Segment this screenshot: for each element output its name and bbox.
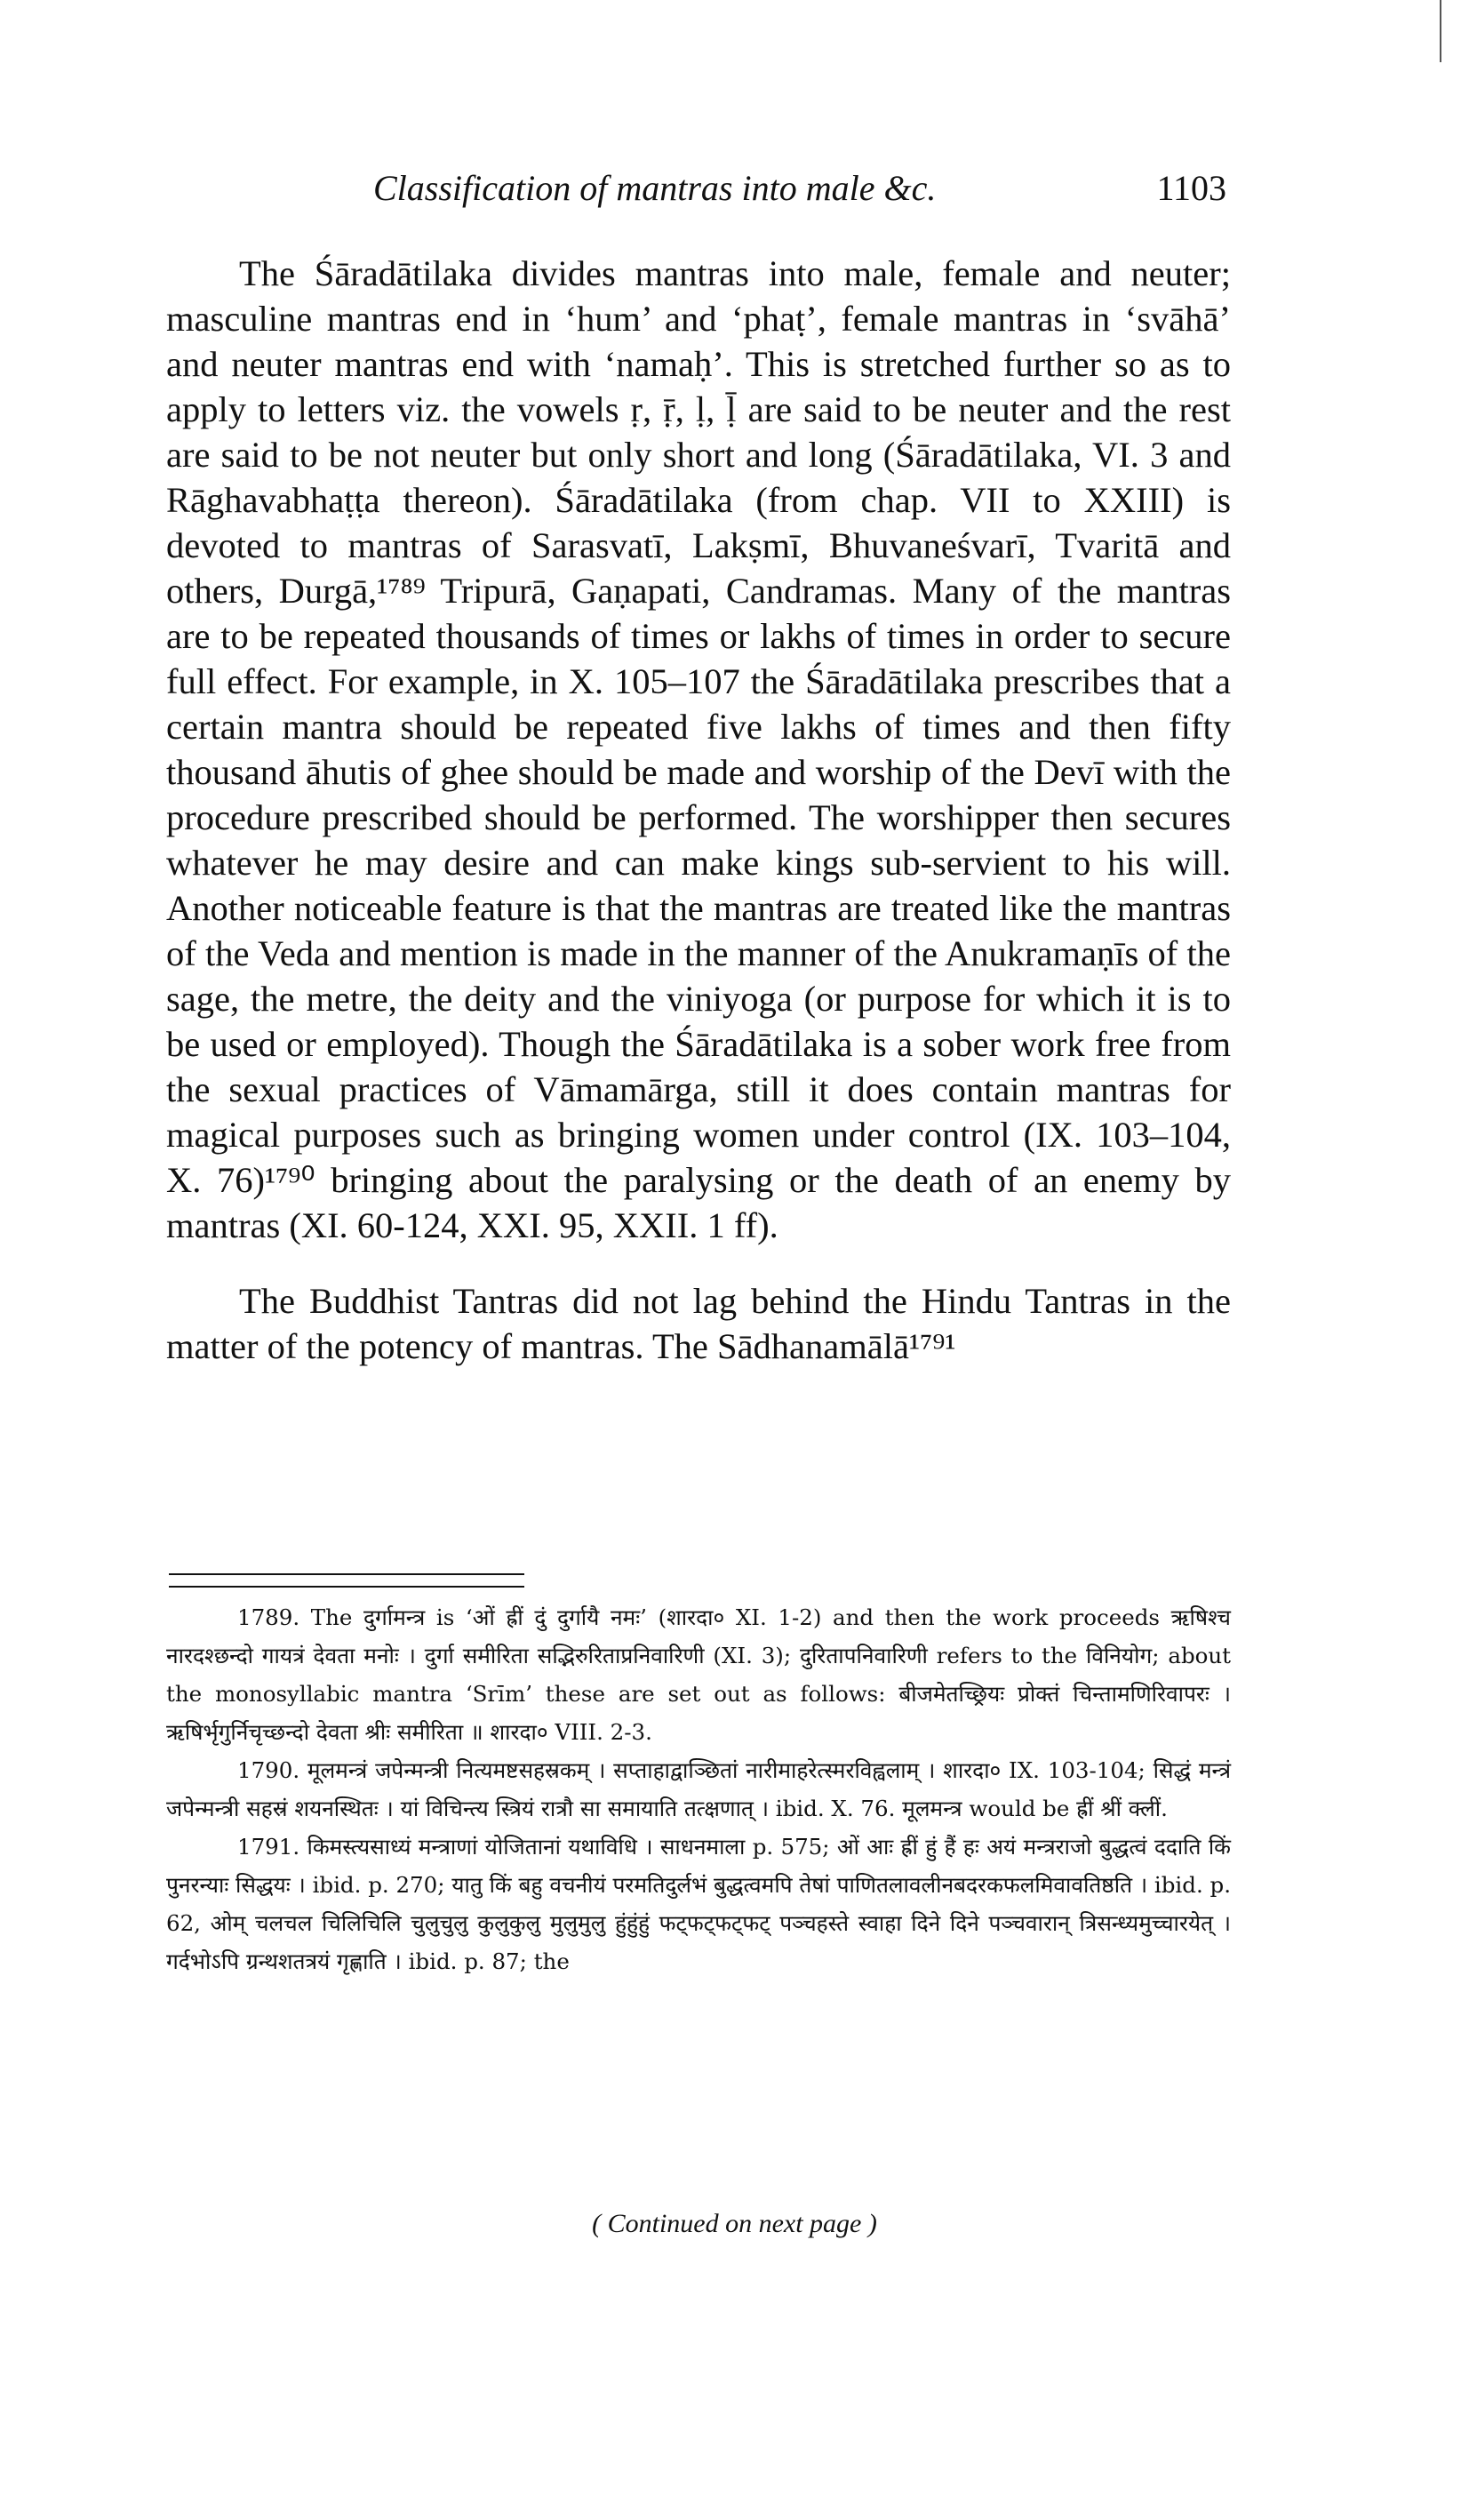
page-header bbox=[373, 167, 1226, 220]
footnote-1790: 1790. मूलमन्त्रं जपेन्मन्त्री नित्यमष्टसहस्रकम् । सप्ताहाद्वाञ्छितां नारीमाहरेत्स्मरविह्वलाम् । शारदा० IX. 103-104; सिद्धं मन्त्रं जपेन्मन्त्री सहस्रं शयनस्थितः । यां विचिन्त्य स्त्रियं रात्रौ सा समायाति तत्क्षणात् । ibid. X. 76. मूलमन्त्र would be ह्रीं श्रीं क्लीं. bbox=[166, 1757, 1231, 1821]
main-text bbox=[166, 251, 1231, 1369]
paragraph: The Buddhist Tantras did not lag behind the Hindu Tantras in the matter of the potency of mantras. The Sādhanamālā¹⁷⁹¹ bbox=[166, 1281, 1231, 1366]
continued-note: ( Continued on next page ) bbox=[592, 2209, 877, 2238]
paragraph: The Śāradātilaka divides mantras into male, female and neuter; masculine mantras end in ‘hum’ and ‘phaṭ’, female mantras in ‘svāhā’ and neuter mantras end with ‘namaḥ’. This is stretched further so as to apply to letters viz. the vowels ṛ, ṝ, ḷ, ḹ are said to be neuter and the rest are said to be not neuter but only short and long (Śāradātilaka, VI. 3 and Rāghavabhaṭṭa thereon). Śāradātilaka (from chap. VII to XXIII) is devoted to mantras of Sarasvatī, Lakṣmī, Bhuvaneśvarī, Tvaritā and others, Durgā,¹⁷⁸⁹ Tripurā, Gaṇapati, Candramas. Many of the mantras are to be repeated thousands of times or lakhs of times in order to secure full effect. For example, in X. 105–107 the Śāradātilaka prescribes that a certain mantra should be repeated five lakhs of times and then fifty thousand āhutis of ghee should be made and worship of the Devī with the procedure prescribed should be performed. The worshipper then secures whatever he may desire and can make kings sub-servient to his will. Another noticeable feature is that the mantras are treated like the mantras of the Veda and mention is made in the manner of the Anukramaṇīs of the sage, the metre, the deity and the viniyoga (or purpose for which it is to be used or employed). Though the Śāradātilaka is a sober work free from the sexual practices of Vāmamārga, still it does contain mantras for magical purposes such as bringing women under control (IX. 103–104, X. 76)¹⁷⁹⁰ bringing about the paralysing or the death of an enemy by mantras (XI. 60-124, XXI. 95, XXII. 1 ff). bbox=[166, 253, 1231, 1245]
footnotes bbox=[166, 1598, 1231, 1980]
page-number: 1103 bbox=[1156, 168, 1226, 208]
footnote-1789: 1789. The दुर्गामन्त्र is ‘ओं ह्रीं दुं दुर्गायै नमः’ (शारदा० XI. 1-2) and then the work proceeds ऋषिश्च नारदश्छन्दो गायत्रं देवता मनोः । दुर्गा समीरिता सद्भिरुरिताप्रनिवारिणी (XI. 3); दुरितापनिवारिणी refers to the विनियोग; about the monosyllabic mantra ‘Srīm’ these are set out as follows: बीजमेतच्छ्रियः प्रोक्तं चिन्तामणिरिवापरः । ऋषिर्भृगुर्निचृच्छन्दो देवता श्रीः समीरिता ॥ शारदा० VIII. 2-3. bbox=[166, 1604, 1231, 1745]
running-title: Classification of mantras into male &c. bbox=[373, 168, 937, 208]
footnote-1791: 1791. किमस्त्यसाध्यं मन्त्राणां योजितानां यथाविधि । साधनमाला p. 575; ओं आः ह्रीं हुं हैं हः अयं मन्त्रराजो बुद्धत्वं ददाति किं पुनरन्याः सिद्धयः । ibid. p. 270; यातु किं बहु वचनीयं परमतिदुर्लभं बुद्धत्वमपि तेषां पाणितलावलीनबदरकफलमिवावतिष्ठति । ibid. p. 62, ओम् चलचल चिलिचिलि चुलुचुलु कुलुकुलु मुलुमुलु हुंहुंहुं फट्फट्फट्फट् पञ्चहस्ते स्वाहा दिने दिने पञ्चवारान् त्रिसन्ध्यमुच्चारयेत् । गर्दभोऽपि ग्रन्थशतत्रयं गृह्णाति । ibid. p. 87; the bbox=[166, 1834, 1231, 1974]
page-edge-line bbox=[1440, 0, 1441, 62]
footnote-separator bbox=[169, 1573, 524, 1588]
